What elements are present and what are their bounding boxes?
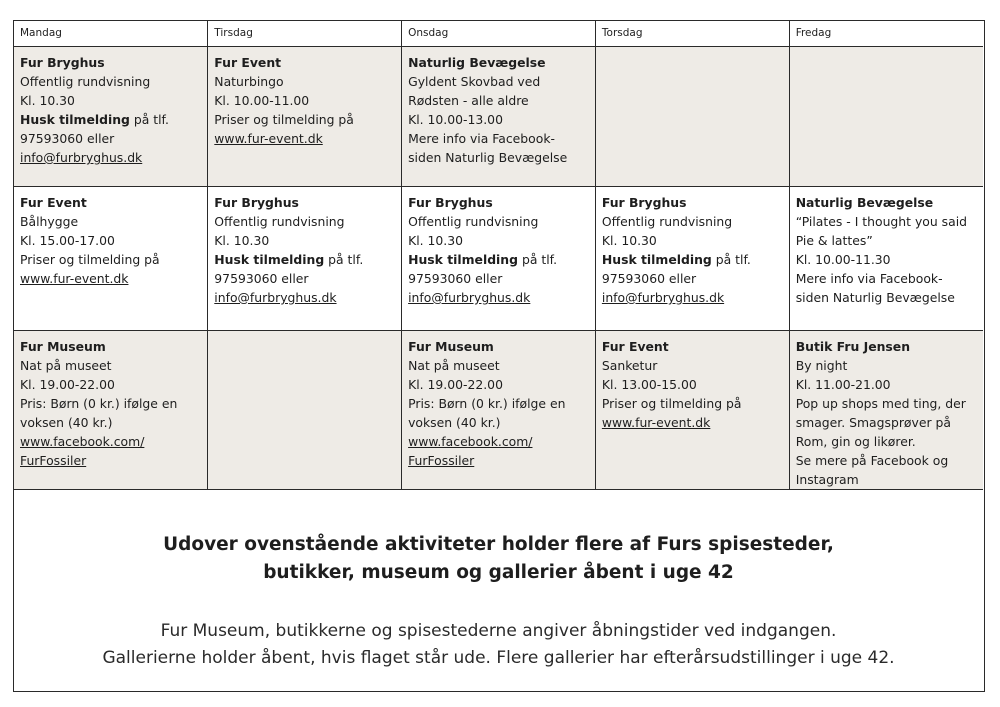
- event-line: Priser og tilmelding på: [214, 112, 354, 127]
- event-line: Offentlig rundvisning: [601, 214, 733, 229]
- event-line: 97593060 eller: [20, 131, 115, 146]
- event-cell-friday-3: [789, 331, 983, 490]
- footer-headline-line-1: Udover ovenstående aktiviteter holder flere af Furs spisesteder,: [163, 534, 834, 555]
- day-header-friday: Fredag: [789, 21, 983, 47]
- event-organizer: Naturlig Bevægelse: [795, 195, 934, 210]
- event-emphasis: Husk tilmelding: [214, 252, 325, 267]
- event-line: Priser og tilmelding på: [601, 396, 742, 411]
- event-line: Kl. 10.30: [214, 233, 270, 248]
- event-line: Kl. 10.30: [20, 93, 75, 108]
- event-cell-tuesday-1: [208, 47, 402, 187]
- event-organizer: Fur Event: [20, 195, 87, 210]
- event-line: Mere info via Facebook-: [795, 271, 943, 286]
- event-line: Kl. 10.30: [601, 233, 657, 248]
- event-line: Kl. 19.00-22.00: [20, 377, 115, 392]
- event-line: Kl. 10.00-11.30: [795, 252, 891, 267]
- event-line: siden Naturlig Bevægelse: [795, 290, 955, 305]
- day-header-thursday: Torsdag: [595, 21, 789, 47]
- event-organizer: Fur Bryghus: [601, 195, 687, 210]
- event-organizer: Naturlig Bevægelse: [408, 55, 546, 70]
- event-line: “Pilates - I thought you said: [795, 214, 968, 229]
- event-line: Kl. 13.00-15.00: [601, 377, 697, 392]
- footer-headline: [14, 531, 983, 587]
- schedule-frame: [13, 20, 985, 692]
- event-line: Offentlig rundvisning: [20, 74, 151, 89]
- event-link[interactable]: info@furbryghus.dk: [214, 290, 337, 305]
- event-line: Pris: Børn (0 kr.) ifølge en: [20, 396, 178, 411]
- event-line: Kl. 10.30: [408, 233, 464, 248]
- event-organizer: Fur Museum: [408, 339, 494, 354]
- event-line: siden Naturlig Bevægelse: [408, 150, 568, 165]
- event-cell-monday-1: [14, 47, 208, 187]
- event-cell-wednesday-1: [402, 47, 596, 187]
- event-line: voksen (40 kr.): [408, 415, 501, 430]
- event-line: Pie & lattes”: [795, 233, 873, 248]
- day-header-row: [14, 21, 983, 47]
- event-line: Kl. 15.00-17.00: [20, 233, 115, 248]
- day-header-monday: Mandag: [14, 21, 208, 47]
- event-line: Bålhygge: [20, 214, 79, 229]
- event-link[interactable]: FurFossiler: [20, 453, 87, 468]
- event-line: Se mere på Facebook og: [795, 453, 949, 468]
- event-line: [20, 110, 201, 129]
- event-text: på tlf.: [129, 112, 169, 127]
- event-cell-friday-2: [789, 187, 983, 331]
- event-emphasis: Husk tilmelding: [408, 252, 519, 267]
- event-organizer: Fur Bryghus: [214, 195, 299, 210]
- event-text: på tlf.: [324, 252, 364, 267]
- footer-section: [14, 499, 983, 691]
- event-line: 97593060 eller: [601, 271, 697, 286]
- event-line: Nat på museet: [20, 358, 112, 373]
- event-link[interactable]: www.fur-event.dk: [20, 271, 129, 286]
- event-organizer: Fur Event: [214, 55, 282, 70]
- event-line: Pop up shops med ting, der: [795, 396, 966, 411]
- event-line: voksen (40 kr.): [20, 415, 113, 430]
- event-cell-wednesday-2: [402, 187, 596, 331]
- footer-note-line-2: Gallerierne holder åbent, hvis flaget står ude. Flere gallerier har efterårsudstillinger i uge 42.: [102, 648, 895, 668]
- event-text: på tlf.: [711, 252, 751, 267]
- event-line: Pris: Børn (0 kr.) ifølge en: [408, 396, 566, 411]
- event-line: Sanketur: [601, 358, 658, 373]
- schedule-row-1: [14, 47, 983, 187]
- event-link[interactable]: FurFossiler: [408, 453, 475, 468]
- schedule-row-3: [14, 331, 983, 490]
- day-header-wednesday: Onsdag: [402, 21, 596, 47]
- event-line: Mere info via Facebook-: [408, 131, 555, 146]
- event-line: Instagram: [795, 472, 859, 487]
- event-link[interactable]: info@furbryghus.dk: [601, 290, 725, 305]
- event-line: Kl. 19.00-22.00: [408, 377, 503, 392]
- event-cell-friday-1: [789, 47, 983, 187]
- event-link[interactable]: www.facebook.com/: [20, 434, 145, 449]
- event-link[interactable]: info@furbryghus.dk: [20, 150, 143, 165]
- event-organizer: Fur Bryghus: [408, 195, 493, 210]
- event-line: smager. Smagsprøver på: [795, 415, 951, 430]
- event-organizer: Fur Event: [601, 339, 669, 354]
- event-cell-monday-2: [14, 187, 208, 331]
- event-cell-tuesday-3: [208, 331, 402, 490]
- event-line: Rom, gin og likører.: [795, 434, 916, 449]
- event-line: [408, 250, 589, 269]
- schedule-row-2: [14, 187, 983, 331]
- event-link[interactable]: www.fur-event.dk: [214, 131, 323, 146]
- event-cell-monday-3: [14, 331, 208, 490]
- event-cell-wednesday-3: [402, 331, 596, 490]
- weekly-schedule-table: [14, 21, 983, 490]
- event-organizer: Fur Museum: [20, 339, 106, 354]
- event-line: Gyldent Skovbad ved: [408, 74, 541, 89]
- event-line: Kl. 10.00-11.00: [214, 93, 310, 108]
- event-line: Naturbingo: [214, 74, 284, 89]
- event-line: Priser og tilmelding på: [20, 252, 160, 267]
- event-cell-thursday-1: [595, 47, 789, 187]
- event-line: [214, 250, 395, 269]
- footer-note: [14, 618, 983, 672]
- event-line: Offentlig rundvisning: [214, 214, 345, 229]
- event-organizer: Butik Fru Jensen: [795, 339, 911, 354]
- event-line: 97593060 eller: [408, 271, 503, 286]
- event-emphasis: Husk tilmelding: [601, 252, 712, 267]
- event-line: Offentlig rundvisning: [408, 214, 539, 229]
- day-header-tuesday: Tirsdag: [208, 21, 402, 47]
- event-link[interactable]: www.facebook.com/: [408, 434, 533, 449]
- event-cell-thursday-3: [595, 331, 789, 490]
- event-cell-thursday-2: [595, 187, 789, 331]
- event-emphasis: Husk tilmelding: [20, 112, 130, 127]
- event-text: på tlf.: [518, 252, 558, 267]
- event-organizer: Fur Bryghus: [20, 55, 105, 70]
- event-link[interactable]: www.fur-event.dk: [601, 415, 711, 430]
- event-line: By night: [795, 358, 848, 373]
- event-line: Kl. 10.00-13.00: [408, 112, 503, 127]
- footer-note-line-1: Fur Museum, butikkerne og spisestederne angiver åbningstider ved indgangen.: [160, 621, 837, 641]
- event-cell-tuesday-2: [208, 187, 402, 331]
- event-line: [602, 250, 783, 269]
- event-line: 97593060 eller: [214, 271, 309, 286]
- event-line: Rødsten - alle aldre: [408, 93, 529, 108]
- event-link[interactable]: info@furbryghus.dk: [408, 290, 531, 305]
- event-line: Nat på museet: [408, 358, 500, 373]
- event-line: Kl. 11.00-21.00: [795, 377, 891, 392]
- footer-headline-line-2: butikker, museum og gallerier åbent i uge 42: [263, 562, 734, 583]
